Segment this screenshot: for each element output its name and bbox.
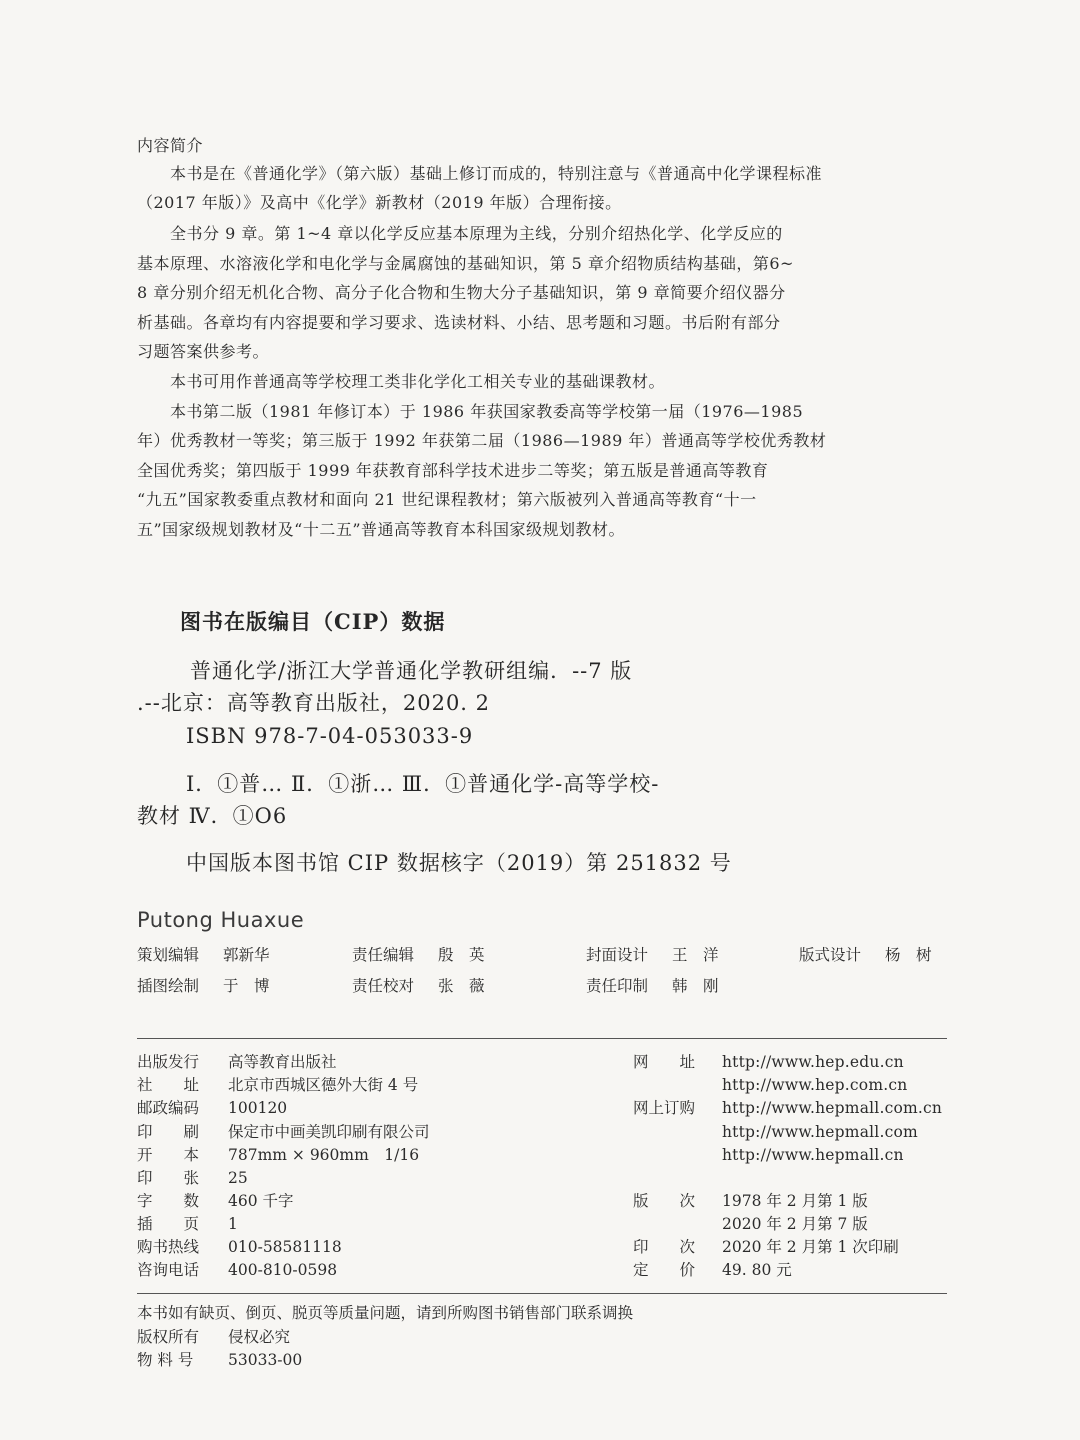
summary-line: 全国优秀奖；第四版于 1999 年获教育部科学技术进步二等奖；第五版是普通高等教育: [137, 461, 769, 480]
summary-line: 习题答案供参考。: [137, 342, 270, 361]
credit-name: 殷 英: [438, 946, 485, 964]
web-label: 网 址: [633, 1053, 696, 1071]
pub-value: 400-810-0598: [228, 1261, 338, 1279]
credit-name: 张 薇: [438, 977, 485, 995]
pub-label: 插 页: [137, 1215, 200, 1233]
edition-label: 版 次: [633, 1192, 696, 1210]
credit-name: 王 洋: [672, 946, 719, 964]
summary-line: 本书可用作普通高等学校理工类非化学化工相关专业的基础课教材。: [170, 372, 666, 391]
pub-value: 100120: [228, 1099, 288, 1117]
pinyin-title: Putong Huaxue: [137, 908, 305, 932]
pub-label: 邮政编码: [137, 1099, 200, 1117]
pub-value: 25: [228, 1169, 248, 1187]
pub-label: 开 本: [137, 1146, 200, 1164]
credit-label: 策划编辑: [137, 946, 200, 964]
web-link: http://www.hep.edu.cn: [722, 1053, 904, 1071]
pub-value: 1: [228, 1215, 238, 1233]
rights-label: 版权所有: [137, 1328, 200, 1346]
summary-line: 8 章分别介绍无机化合物、高分子化合物和生物大分子基础知识，第 9 章简要介绍仪器分: [137, 283, 786, 302]
pub-label: 购书热线: [137, 1238, 200, 1256]
summary-line: （2017 年版）》及高中《化学》新教材（2019 年版）合理衔接。: [137, 193, 622, 212]
credit-label: 版式设计: [799, 946, 862, 964]
pub-value: 保定市中画美凯印刷有限公司: [228, 1123, 430, 1141]
print-label: 印 次: [633, 1238, 696, 1256]
summary-line: 全书分 9 章。第 1~4 章以化学反应基本原理为主线，分别介绍热化学、化学反应的: [170, 224, 783, 243]
credit-name: 韩 刚: [672, 977, 719, 995]
web-link: http://www.hep.com.cn: [722, 1076, 908, 1094]
credit-name: 郭新华: [223, 946, 270, 964]
credit-label: 责任校对: [352, 977, 415, 995]
pub-label: 社 址: [137, 1076, 200, 1094]
summary-line: 本书是在《普通化学》（第六版）基础上修订而成的，特别注意与《普通高中化学课程标准: [170, 164, 823, 183]
edition-value: 1978 年 2 月第 1 版: [722, 1192, 868, 1210]
credit-label: 封面设计: [586, 946, 649, 964]
summary-line: 基本原理、水溶液化学和电化学与金属腐蚀的基础知识，第 5 章介绍物质结构基础，第6~: [137, 254, 794, 273]
pub-value: 北京市西城区德外大街 4 号: [228, 1076, 419, 1094]
summary-line: 本书第二版（1981 年修订本）于 1986 年获国家教委高等学校第一届（1976—1985: [170, 402, 804, 421]
summary-line: “九五”国家教委重点教材和面向 21 世纪课程教材；第六版被列入普通高等教育“十一: [137, 490, 757, 509]
quality-notice: 本书如有缺页、倒页、脱页等质量问题，请到所购图书销售部门联系调换: [137, 1304, 634, 1322]
material-value: 53033-00: [228, 1351, 303, 1369]
credit-label: 插图绘制: [137, 977, 200, 995]
print-value: 2020 年 2 月第 1 次印刷: [722, 1238, 899, 1256]
credit-label: 责任编辑: [352, 946, 415, 964]
cip-isbn: ISBN 978-7-04-053033-9: [186, 724, 474, 748]
order-link: http://www.hepmall.com: [722, 1123, 918, 1141]
order-link: http://www.hepmall.cn: [722, 1146, 904, 1164]
summary-heading: 内容简介: [137, 136, 204, 155]
pub-label: 字 数: [137, 1192, 200, 1210]
cip-line: 普通化学/浙江大学普通化学教研组编．--7 版: [190, 659, 633, 683]
material-label: 物 料 号: [137, 1351, 194, 1369]
rights-value: 侵权必究: [228, 1328, 291, 1346]
credit-name: 于 博: [223, 977, 270, 995]
edition-value: 2020 年 2 月第 7 版: [722, 1215, 868, 1233]
order-label: 网上订购: [633, 1099, 696, 1117]
cip-line: .--北京：高等教育出版社，2020. 2: [137, 691, 491, 715]
pub-value: 010-58581118: [228, 1238, 342, 1256]
cip-line: 中国版本图书馆 CIP 数据核字（2019）第 251832 号: [186, 851, 732, 875]
pub-label: 咨询电话: [137, 1261, 200, 1279]
pub-value: 787mm × 960mm 1/16: [228, 1146, 420, 1164]
divider-top: [137, 1038, 947, 1039]
pub-label: 印 张: [137, 1169, 200, 1187]
order-link: http://www.hepmall.com.cn: [722, 1099, 943, 1117]
cip-line: Ⅰ．①普… Ⅱ．①浙… Ⅲ．①普通化学-高等学校-: [186, 772, 660, 796]
cip-title: 图书在版编目（CIP）数据: [180, 609, 446, 634]
price-value: 49. 80 元: [722, 1261, 792, 1279]
pub-label: 出版发行: [137, 1053, 200, 1071]
price-label: 定 价: [633, 1261, 696, 1279]
summary-line: 析基础。各章均有内容提要和学习要求、选读材料、小结、思考题和习题。书后附有部分: [137, 313, 781, 332]
summary-line: 五”国家级规划教材及“十二五”普通高等教育本科国家级规划教材。: [137, 520, 626, 539]
credit-name: 杨 树: [885, 946, 932, 964]
pub-label: 印 刷: [137, 1123, 200, 1141]
cip-line: 教材 Ⅳ．①O6: [137, 804, 288, 828]
pub-value: 460 千字: [228, 1192, 294, 1210]
pub-value: 高等教育出版社: [228, 1053, 337, 1071]
credit-label: 责任印制: [586, 977, 649, 995]
divider-bottom: [137, 1293, 947, 1294]
summary-line: 年）优秀教材一等奖；第三版于 1992 年获第二届（1986—1989 年）普通高等学校优秀教材: [137, 431, 827, 450]
